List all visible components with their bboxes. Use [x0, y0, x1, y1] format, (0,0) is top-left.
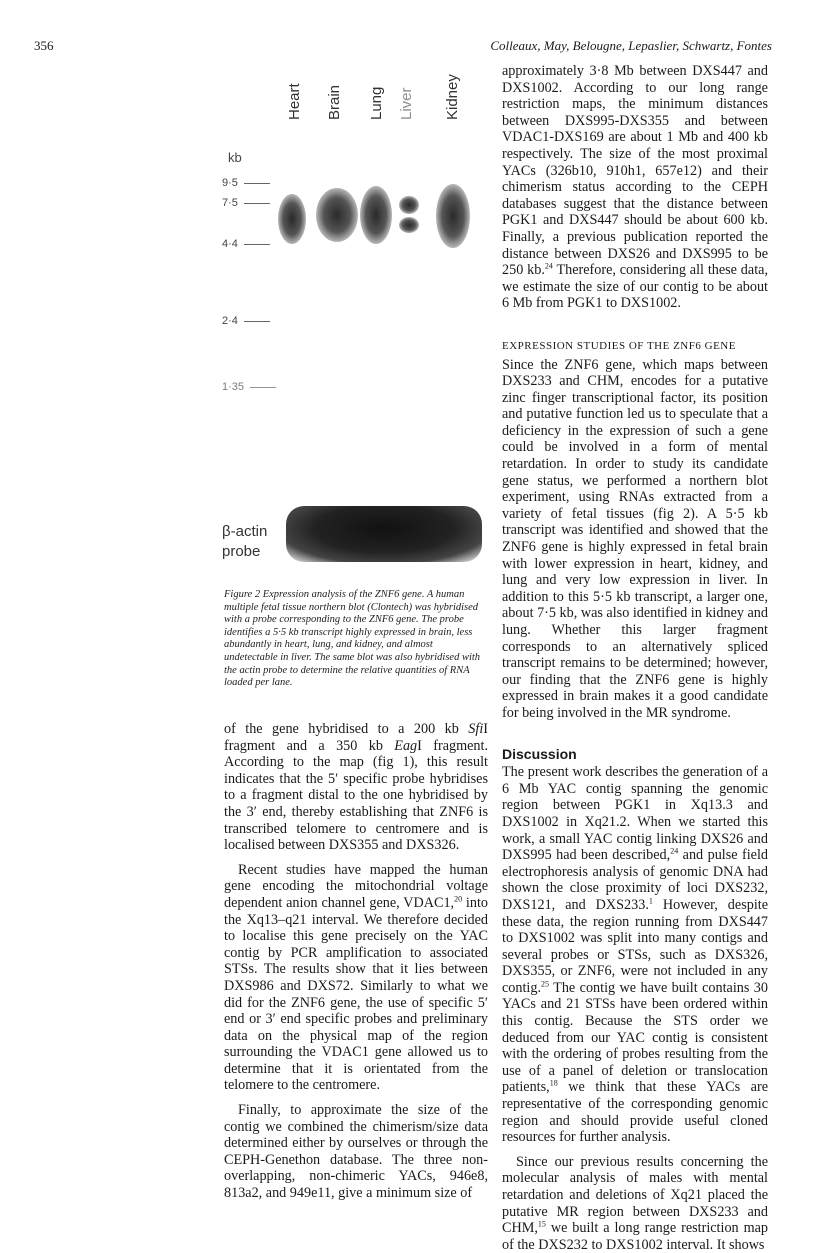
northern-blot-figure	[220, 60, 490, 580]
lane-label-brain: Brain	[326, 84, 343, 120]
section-heading-discussion: Discussion	[502, 745, 577, 762]
band-liver-lower	[399, 217, 419, 233]
section-heading-expression: EXPRESSION STUDIES OF THE ZNF6 GENE	[502, 339, 736, 352]
lane-label-lung: Lung	[368, 86, 385, 120]
size-marker-4-4: 4·4	[222, 238, 270, 250]
right-column	[502, 63, 768, 1253]
paragraph: approximately 3·8 Mb between DXS447 and DXS1002. According to our long range restriction maps, the minimum distances between DXS995-DXS355 and between VDAC1-DXS169 are about 1 Mb and 400 kb respectively. The size of the most proximal YACs (326b10, 910h1, 657e12) and their chimerism status according to the CEPH databases suggest that the distance between PGK1 and DXS447 should be about 600 kb. Finally, a previous publication reported the distance between DXS26 and DXS995 to be 250 kb.$^{24}$ Therefore, considering all these data, we estimate the size of our contig to be about 6 Mb from PGK1 to DXS1002.	[502, 63, 768, 312]
lane-label-kidney: Kidney	[444, 74, 461, 120]
left-column	[224, 721, 488, 1202]
size-marker-2-4: 2·4	[222, 315, 270, 327]
figure-caption	[224, 589, 486, 690]
lane-label-liver: Liver	[398, 87, 415, 120]
kb-axis-label: kb	[228, 150, 242, 165]
band-liver-upper	[399, 196, 419, 214]
figure-caption-label: Figure 2	[224, 589, 261, 600]
running-head-authors: Colleaux, May, Belougne, Lepaslier, Schwartz, Fontes	[490, 38, 772, 53]
lane-label-heart: Heart	[286, 83, 303, 120]
actin-probe-band	[286, 506, 482, 562]
paragraph: Since the ZNF6 gene, which maps between DXS233 and CHM, encodes for a putative zinc finger transcriptional factor, its position and putative function led us to speculate that a deficiency in the expression of such a gene could be involved in a form of mental retardation. In order to study its candidate gene status, we performed a northern blot experiment, using RNAs extracted from a variety of fetal tissues (fig 2). A 5·5 kb transcript was identified and showed that the ZNF6 gene is highly expressed in fetal brain with lower expression in heart, kidney, and lung and very low expression in liver. In addition to this 5·5 kb transcript, a larger one, about 7·5 kb, was also identified in kidney and lung. Whether this larger fragment corresponds to an alternatively spliced transcript remains to be determined; however, our finding that the ZNF6 gene is highly expressed in brain makes it a good candidate for being involved in the MR syndrome.	[502, 356, 768, 721]
band-heart	[278, 194, 306, 244]
paragraph: Finally, to approximate the size of the contig we combined the chimerism/size data determined either by ourselves or through the CEPH-Genethon database. The three non-overlapping, non-chimeric YACs, 946e8, 813a2, and 949e11, give a minimum size of	[224, 1102, 488, 1202]
size-marker-9-5: 9·5	[222, 177, 270, 189]
paragraph: Since our previous results concerning the molecular analysis of males with mental retardation and deletions of Xq21 placed the putative MR region between DXS233 and CHM,$^{15}$ we built a long range restriction map of the DXS232 to DXS1002 interval. It shows	[502, 1153, 768, 1253]
figure-caption-text: Expression analysis of the ZNF6 gene. A human multiple fetal tissue northern blot (Clontech) was hybridised with a probe corresponding to the ZNF6 gene. The probe identifies a 5·5 kb transcript highly expressed in brain, less abundantly in heart, lung, and kidney, and almost undetectable in liver. The same blot was also hybridised with the actin probe to determine the relative quantities of RNA loaded per lane.	[224, 589, 481, 689]
page-number: 356	[34, 38, 54, 53]
size-marker-1-35: 1·35	[222, 381, 276, 393]
band-kidney	[436, 184, 470, 248]
paragraph: of the gene hybridised to a 200 kb SfiI fragment and a 350 kb EagI fragment. According to the map (fig 1), this result indicates that the 5′ specific probe hybridises to a fragment distal to the one hybridised by the 3′ end, thereby establishing that ZNF6 is transcribed telomere to centromere and is localised between DXS355 and DXS326.	[224, 721, 489, 854]
paragraph: Recent studies have mapped the human gene encoding the mitochondrial voltage dependent anion channel gene, VDAC1,20 into the Xq13–q21 interval. We therefore decided to localise this gene precisely on the YAC contig by PCR amplification to associated STSs. The results show that it lies between DXS986 and DXS72. Similarly to what we did for the ZNF6 gene, the use of specific 5′ end or 3′ end specific probes and preliminary data on the physical map of the region surrounding the VDAC1 gene allowed us to determine that it is orientated from the telomere to the centromere.	[224, 861, 488, 1094]
paragraph: The present work describes the generation of a 6 Mb YAC contig spanning the genomic region between PGK1 in Xq13.3 and DXS1002 in Xq21.2. When we started this work, a small YAC contig linking DXS26 and DXS995 had been described,$^{24}$ and pulse field electrophoresis analysis of genomic DNA had shown the close proximity of loci DXS232, DXS121, and DXS233.$^1$ However, despite these data, the region running from DXS447 to DXS1002 was split into many contigs and several probes or STSs, such as DXS326, DXS355, or ZNF6, were not included in any contig.$^{25}$ The contig we have built contains 30 YACs and 21 STSs have been ordered within this contig. Because the STS order we deduced from our YAC contig is consistent with the ordering of probes resulting from the use of a panel of deletion or translocation patients,$^{18}$ we think that these YACs are representative of the corresponding genomic region and should provide useful cloned resources for further analysis.	[502, 764, 768, 1146]
band-lung	[360, 186, 392, 244]
size-marker-7-5: 7·5	[222, 197, 270, 209]
band-brain	[316, 188, 358, 242]
actin-probe-label: β-actin probe	[222, 523, 268, 560]
